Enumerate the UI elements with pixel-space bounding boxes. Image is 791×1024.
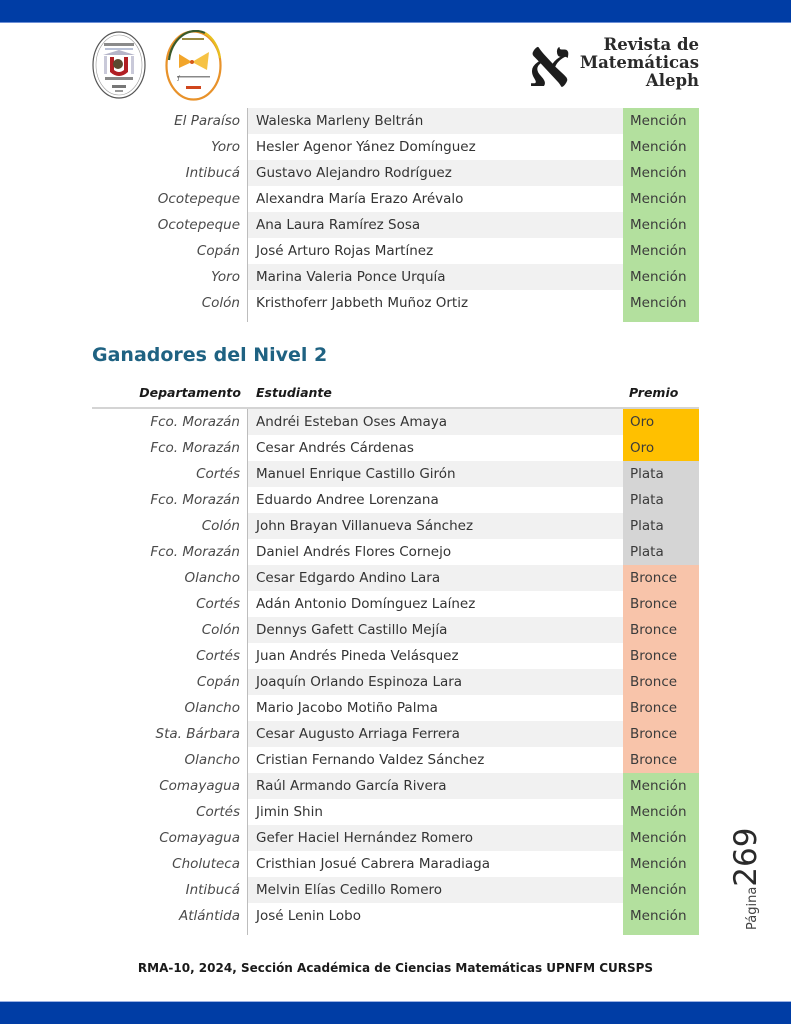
prize-cell: Plata [623, 513, 699, 539]
footer-citation: RMA-10, 2024, Sección Académica de Ciencias Matemáticas UPNFM CURSPS [137, 961, 654, 975]
student-cell: Juan Andrés Pineda Velásquez [247, 643, 623, 669]
prize-cell: Mención [623, 290, 699, 316]
prize-cell: Mención [623, 851, 699, 877]
department-cell: Sta. Bárbara [155, 726, 240, 742]
prize-cell: Plata [623, 539, 699, 565]
table-row [92, 409, 699, 435]
table-row [92, 264, 699, 290]
prize-cell: Bronce [623, 721, 699, 747]
table-row [92, 825, 699, 851]
table-bottom-spacer [92, 316, 699, 322]
department-cell: Intibucá [185, 882, 240, 898]
section-title-level2: Ganadores del Nivel 2 [92, 344, 328, 366]
department-cell: Cortés [196, 596, 240, 612]
prize-cell: Mención [623, 264, 699, 290]
table-row [92, 186, 699, 212]
journal-name-line: Aleph [645, 71, 699, 90]
student-cell: Raúl Armando García Rivera [247, 773, 623, 799]
student-cell: Cesar Edgardo Andino Lara [247, 565, 623, 591]
table-row [92, 212, 699, 238]
table-row [92, 643, 699, 669]
prize-cell: Bronce [623, 747, 699, 773]
student-cell: José Arturo Rojas Martínez [247, 238, 623, 264]
department-cell: Fco. Morazán [150, 440, 240, 456]
prize-cell: Mención [623, 160, 699, 186]
prize-cell: Plata [623, 461, 699, 487]
student-cell: Melvin Elías Cedillo Romero [247, 877, 623, 903]
journal-logo [528, 24, 703, 102]
table-row [92, 617, 699, 643]
department-cell: Olancho [184, 570, 240, 586]
department-cell: Colón [201, 518, 240, 534]
table-row [92, 108, 699, 134]
student-cell: Cesar Augusto Arriaga Ferrera [247, 721, 623, 747]
table-row [92, 851, 699, 877]
table-row [92, 290, 699, 316]
prize-cell: Bronce [623, 695, 699, 721]
department-cell: Comayagua [159, 830, 240, 846]
prize-cell: Mención [623, 877, 699, 903]
department-cell: Cortés [196, 648, 240, 664]
table-row [92, 487, 699, 513]
table-row [92, 238, 699, 264]
student-cell: Joaquín Orlando Espinoza Lara [247, 669, 623, 695]
table-row [92, 160, 699, 186]
column-header-student: Estudiante [256, 384, 332, 400]
prize-cell: Bronce [623, 643, 699, 669]
student-cell: John Brayan Villanueva Sánchez [247, 513, 623, 539]
table-row [92, 669, 699, 695]
prize-cell: Mención [623, 134, 699, 160]
department-cell: Fco. Morazán [150, 414, 240, 430]
prize-cell: Mención [623, 108, 699, 134]
table-row [92, 539, 699, 565]
table-header [92, 381, 699, 403]
department-cell: Olancho [184, 752, 240, 768]
student-cell: Andréi Esteban Oses Amaya [247, 409, 623, 435]
journal-name [580, 36, 699, 90]
table-row [92, 435, 699, 461]
prize-cell: Mención [623, 773, 699, 799]
bottom-banner-bar [0, 1001, 791, 1024]
student-cell: Gefer Haciel Hernández Romero [247, 825, 623, 851]
department-cell: Colón [201, 295, 240, 311]
table-row [92, 721, 699, 747]
department-cell: Comayagua [159, 778, 240, 794]
page-label: Página [745, 886, 760, 930]
column-header-prize: Premio [629, 384, 679, 400]
table-row [92, 461, 699, 487]
prize-cell: Mención [623, 212, 699, 238]
department-cell: Intibucá [185, 165, 240, 181]
prize-cell: Mención [623, 238, 699, 264]
department-cell: Copán [196, 674, 240, 690]
table-row [92, 565, 699, 591]
page-number-value: 269 [728, 827, 764, 887]
prize-cell: Plata [623, 487, 699, 513]
student-cell: Jimin Shin [247, 799, 623, 825]
student-cell: Cristhian Josué Cabrera Maradiaga [247, 851, 623, 877]
student-cell: Manuel Enrique Castillo Girón [247, 461, 623, 487]
student-cell: Hesler Agenor Yánez Domínguez [247, 134, 623, 160]
svg-text:∫: ∫ [177, 75, 181, 82]
prize-cell: Bronce [623, 669, 699, 695]
table-row [92, 877, 699, 903]
journal-name-line: Revista de [603, 35, 699, 54]
prize-cell: Mención [623, 799, 699, 825]
upnfm-seal-logo [91, 30, 147, 100]
student-cell: Mario Jacobo Motiño Palma [247, 695, 623, 721]
prize-cell: Mención [623, 903, 699, 929]
student-cell: Waleska Marleny Beltrán [247, 108, 623, 134]
student-cell: Cristian Fernando Valdez Sánchez [247, 747, 623, 773]
department-cell: Cortés [196, 804, 240, 820]
table-row [92, 591, 699, 617]
mathematics-section-logo [165, 30, 222, 101]
department-cell: Ocotepeque [157, 217, 240, 233]
student-cell: Dennys Gafett Castillo Mejía [247, 617, 623, 643]
department-cell: Yoro [211, 139, 240, 155]
student-cell: Gustavo Alejandro Rodríguez [247, 160, 623, 186]
table-row [92, 903, 699, 929]
student-cell: Marina Valeria Ponce Urquía [247, 264, 623, 290]
prize-cell: Bronce [623, 565, 699, 591]
department-cell: Fco. Morazán [150, 492, 240, 508]
column-header-department: Departamento [139, 384, 241, 400]
department-cell: Copán [196, 243, 240, 259]
department-cell: Olancho [184, 700, 240, 716]
page-number [728, 828, 764, 930]
department-cell: Atlántida [179, 908, 240, 924]
department-cell: Ocotepeque [157, 191, 240, 207]
student-cell: Alexandra María Erazo Arévalo [247, 186, 623, 212]
department-cell: Colón [201, 622, 240, 638]
department-cell: Fco. Morazán [150, 544, 240, 560]
prize-cell: Bronce [623, 591, 699, 617]
student-cell: Adán Antonio Domínguez Laínez [247, 591, 623, 617]
level1-winners-table [92, 108, 699, 322]
student-cell: Eduardo Andree Lorenzana [247, 487, 623, 513]
table-row [92, 134, 699, 160]
top-banner-bar [0, 0, 791, 23]
student-cell: Cesar Andrés Cárdenas [247, 435, 623, 461]
table-row [92, 799, 699, 825]
prize-cell: Oro [623, 435, 699, 461]
department-cell: El Paraíso [174, 113, 240, 129]
table-row [92, 773, 699, 799]
table-bottom-spacer [92, 929, 699, 935]
student-cell: Ana Laura Ramírez Sosa [247, 212, 623, 238]
prize-cell: Mención [623, 825, 699, 851]
table-row [92, 513, 699, 539]
department-cell: Cortés [196, 466, 240, 482]
table-row [92, 695, 699, 721]
department-cell: Choluteca [172, 856, 240, 872]
student-cell: Kristhoferr Jabbeth Muñoz Ortiz [247, 290, 623, 316]
aleph-icon: א [528, 24, 571, 102]
journal-name-line: Matemáticas [579, 53, 699, 72]
prize-cell: Bronce [623, 617, 699, 643]
department-cell: Yoro [211, 269, 240, 285]
table-row [92, 747, 699, 773]
prize-cell: Mención [623, 186, 699, 212]
prize-cell: Oro [623, 409, 699, 435]
level2-winners-table [92, 407, 699, 935]
student-cell: Daniel Andrés Flores Cornejo [247, 539, 623, 565]
student-cell: José Lenin Lobo [247, 903, 623, 929]
